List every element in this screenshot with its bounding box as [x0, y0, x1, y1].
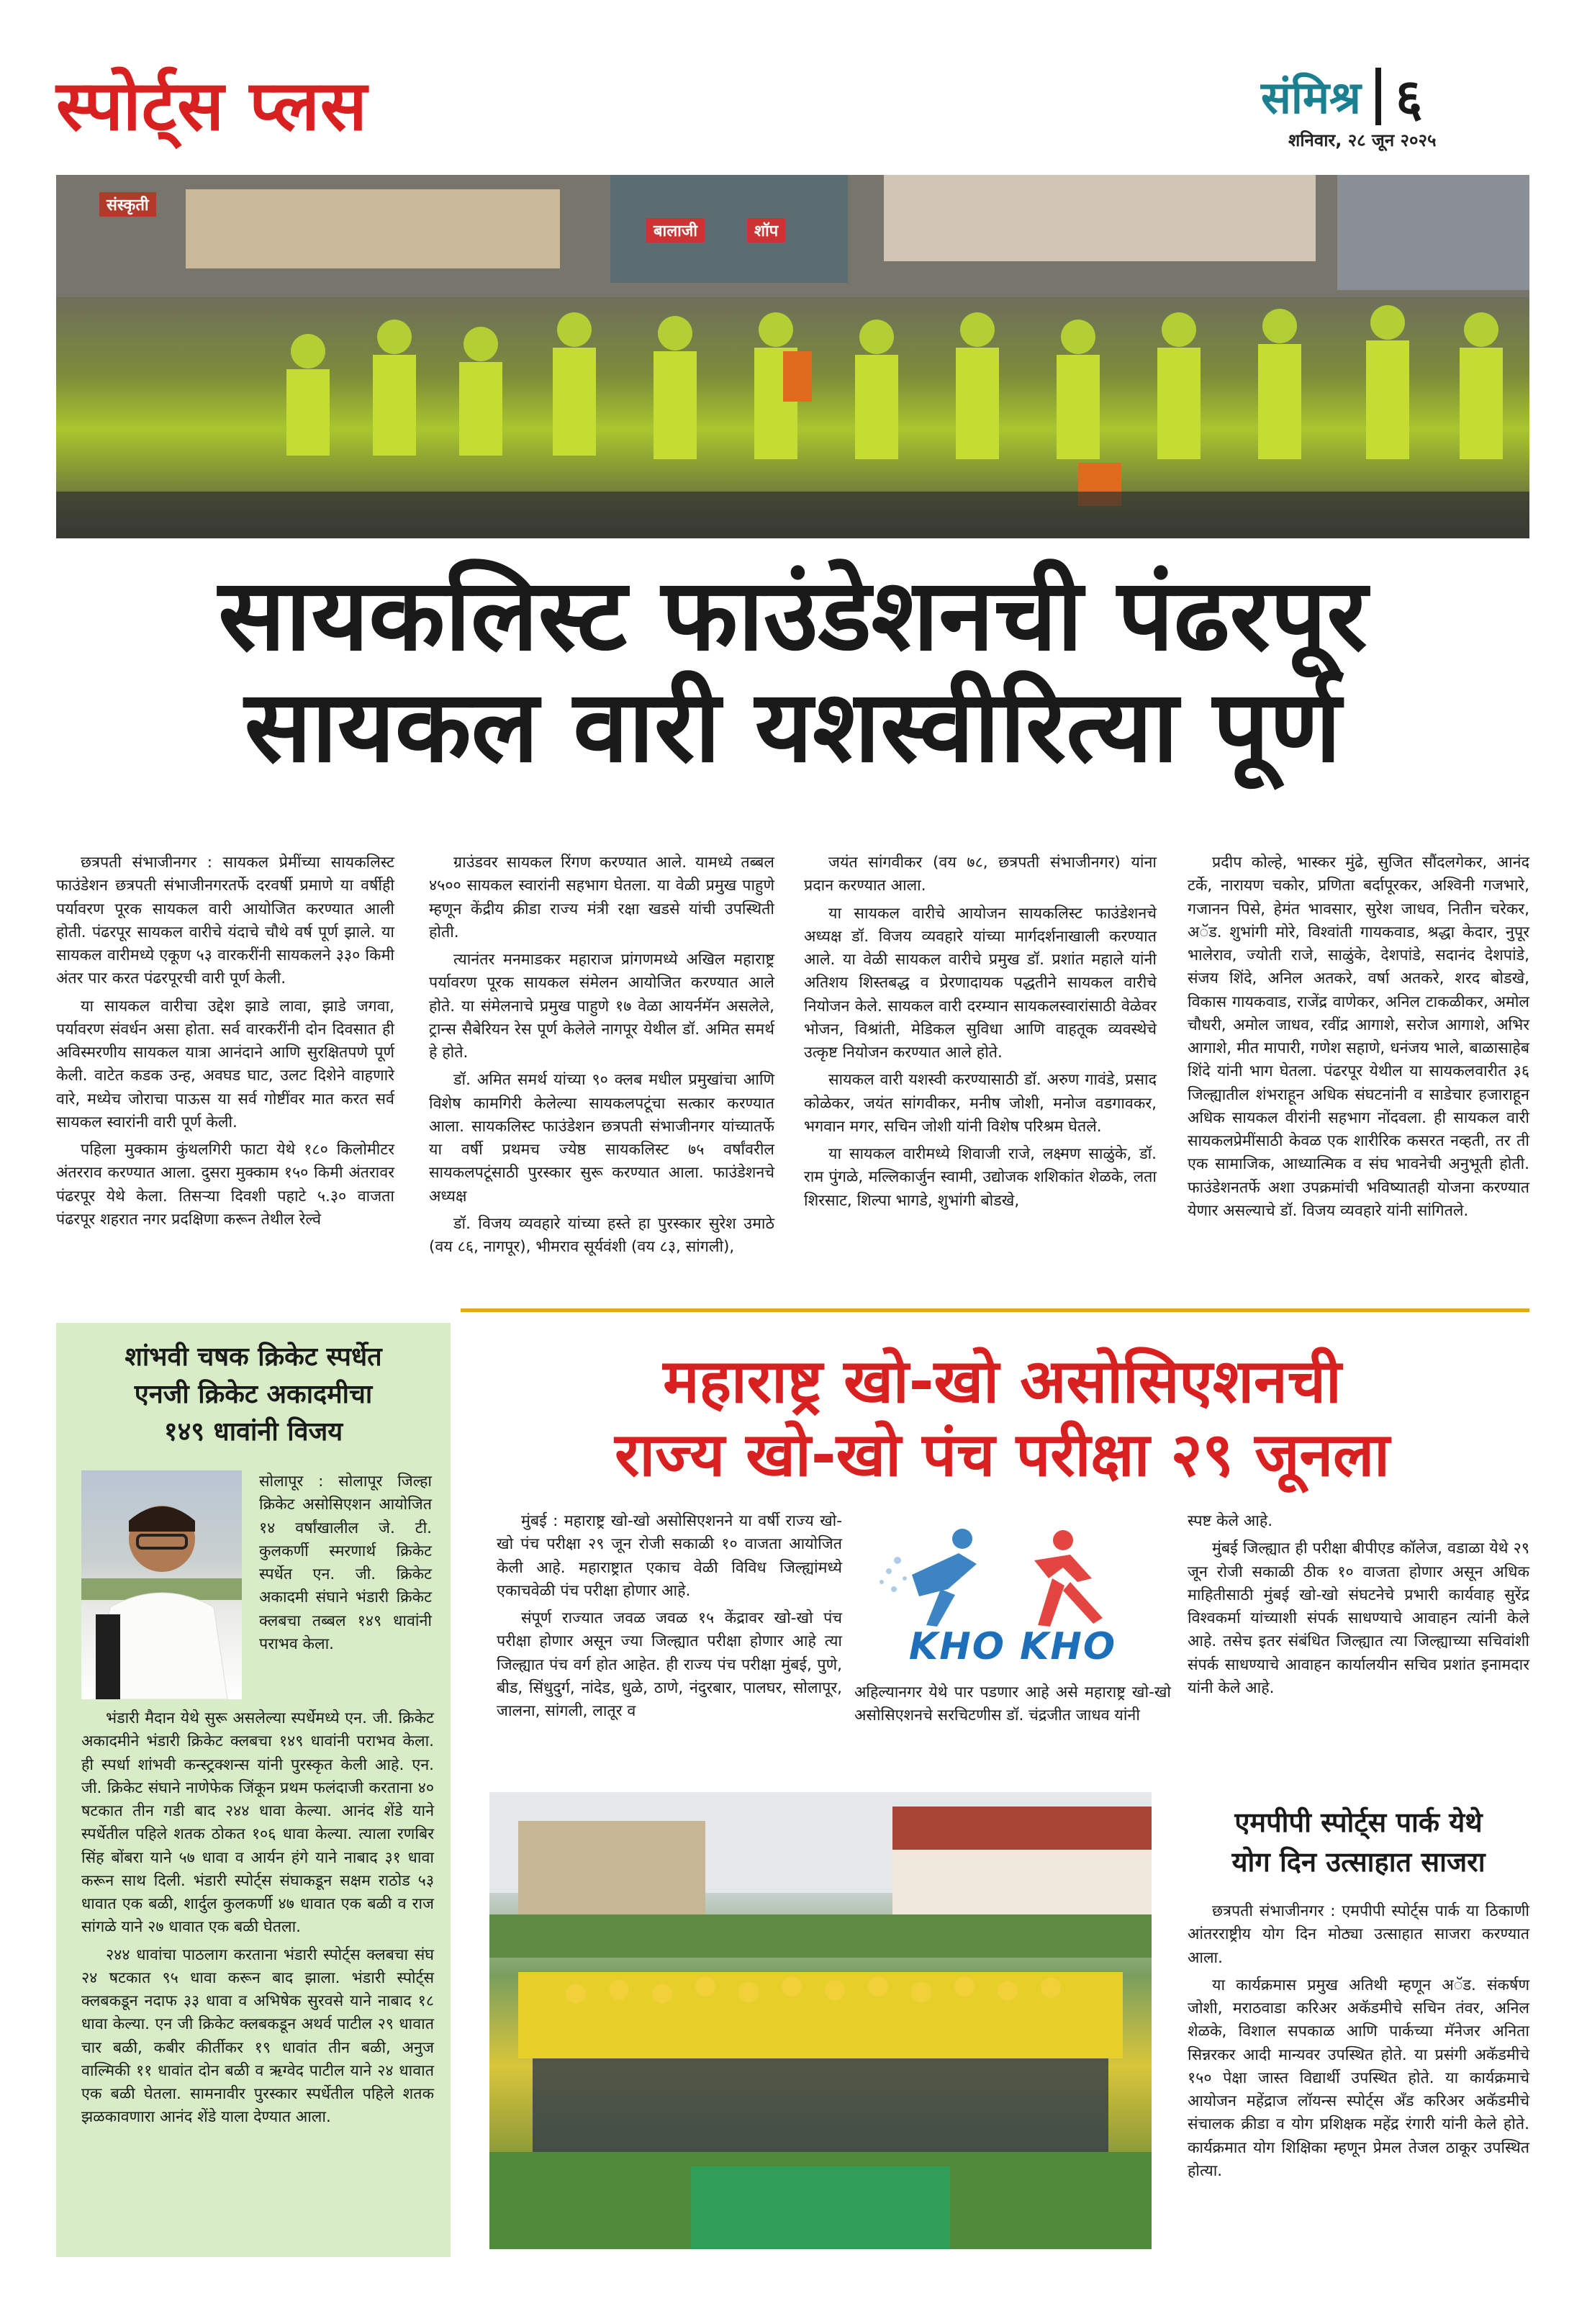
cricket-paragraph: भंडारी मैदान येथे सुरू असलेल्या स्पर्धेमध्ये एन. जी. क्रिकेट अकादमीने भंडारी क्रिकेट क्लबचा १४९ धावांनी पराभव केला. ही स्पर्धा शांभवी कन्स्ट्रक्शन्स यांनी पुरस्कृत केली आहे. एन. जी. क्रिकेट संघाने नाणेफेक जिंकून प्रथम फलंदाजी करताना ४० षटकात तीन गडी बाद २४४ धावा केल्या. आनंद शेंडे याने स्पर्धेतील पहिले शतक ठोकत १०६ धावा केल्या. त्याला रणबिर सिंह बोंबरा याने ५७ धावा व आर्यन हंगे याने नाबाद ३१ धावा करून साथ दिली. भंडारी स्पोर्ट्स संघाकडून सक्षम राठोड ५३ धावात एक बळी, शार्दुल कुलकर्णी ४७ धावात एक बळी व राज सांगळे याने २७ धावात एक बळी घेतला. [81, 1709, 434, 1937]
lead-paragraph: पहिला मुक्काम कुंथलगिरी फाटा येथे १८० किलोमीटर अंतरराव करण्यात आला. दुसरा मुक्काम १५० किमी अंतरावर पंढरपूर येथे केला. तिसऱ्या दिवशी पहाटे ५.३० वाजता पंढरपूर शहरात नगर प्रदक्षिणा करून तेथील रेल्वे [56, 1141, 394, 1229]
lead-paragraph: प्रदीप कोल्हे, भास्कर मुंढे, सुजित सौंदलगेकर, आनंद टर्के, नारायण चकोर, प्रणिता बर्दापूरकर, अश्विनी गजभारे, गजानन पिसे, हेमंत भावसार, सुरेश जाधव, नितीन चरेकर, अॅड. शुभांगी मोरे, विश्वांती गायकवाड, श्रद्धा केदार, नुपूर भालेराव, ज्योती राजे, साळुंके, देशपांडे, सदानंद देशपांडे, संजय शिंदे, अनिल अतकरे, वर्षा अतकरे, शरद बोडखे, विकास गायकवाड, राजेंद्र वाणेकर, अनिल टाकळीकर, अमोल चौधरी, अमोल जाधव, रवींद्र आगाशे, सरोज आगाशे, अभिर आगाशे, मीत मापारी, गणेश सहाणे, धनंजय भाले, बाळासाहेब शिंदे यांनी भाग घेतला. पंढरपूर येथील या सायकलवारीत ३६ जिल्ह्यातील शंभराहून अधिक संघटनांनी व साडेचार हजाराहून अधिक सायकल वीरांनी सहभाग नोंदवला. ही सायकल वारी सायकलप्रेमींसाठी केवळ एक शारीरिक कसरत नव्हती, तर ती एक सामाजिक, आध्यात्मिक व संघ भावनेची अनुभूती होती. फाउंडेशनतर्फे अशा उपक्रमांची भविष्यातही योजना करण्यात येणार असल्याचे डॉ. विजय व्यवहारे यांनी सांगितले. [1188, 854, 1529, 1220]
khokho-headline-line2: राज्य खो-खो पंच परीक्षा २९ जूनला [615, 1419, 1390, 1491]
page-number: ६ [1395, 68, 1423, 128]
section-divider [461, 1308, 1529, 1312]
khokho-logo-text: KHO KHO [908, 1625, 1117, 1668]
lead-paragraph: डॉ. अमित समर्थ यांच्या ९० क्लब मधील प्रमुखांचा आणि विशेष कामगिरी केलेल्या सायकलपटूंचा सत्कार करण्यात आला. सायकलिस्ट फाउंडेशन छत्रपती संभाजीनगर यांच्यातर्फे या वर्षी प्रथमच ज्येष्ठ सायकलिस्ट ७५ वर्षांवरील सायकलपटूंसाठी पुरस्कार सुरू करण्यात आला. फाउंडेशनचे अध्यक्ष [429, 1071, 774, 1206]
issue-date: शनिवार, २८ जून २०२५ [1288, 130, 1437, 150]
player-figure [81, 1470, 242, 1699]
section-title: स्पोर्ट्स प्लस [56, 65, 368, 146]
lead-headline-line1: सायकलिस्ट फाउंडेशनची पंढरपूर [218, 557, 1367, 673]
khokho-paragraph: मुंबई जिल्ह्यात ही परीक्षा बीपीएड कॉलेज, वडाळा येथे २९ जून रोजी सकाळी ठीक १० वाजता होणार असून अधिक माहितीसाठी मुंबई खो-खो संघटनेचे प्रभारी कार्यवाह सुरेंद्र विश्वकर्मा यांच्याशी संपर्क साधण्याचे आवाहन त्यांनी केले आहे. तसेच इतर संबंधित जिल्ह्यात त्या जिल्ह्याच्या सचिवांशी संपर्क साधण्याचे आवाहन कार्यालयीन सचिव प्रशांत इनामदार यांनी केले आहे. [1188, 1539, 1529, 1697]
khokho-paragraph: संपूर्ण राज्यात जवळ जवळ १५ केंद्रावर खो-खो पंच परीक्षा होणार असून ज्या जिल्ह्यात परीक्षा होणार आहे त्या जिल्ह्यात पंच वर्ग होत आहेत. ही राज्य पंच परीक्षा मुंबई, पुणे, बीड, सिंधुदुर्ग, नांदेड, धुळे, ठाणे, नंदुरबार, पालघर, सोलापूर, जालना, सांगली, लातूर व [497, 1609, 842, 1720]
lead-paragraph: जयंत सांगवीकर (वय ७८, छत्रपती संभाजीनगर) यांना प्रदान करण्यात आला. [804, 854, 1157, 895]
lead-photo-cyclists [56, 175, 1529, 538]
lead-paragraph: या सायकल वारीचा उद्देश झाडे लावा, झाडे जगवा, पर्यावरण संवर्धन असा होता. सर्व वारकरींनी दोन दिवसात ही अविस्मरणीय सायकल यात्रा आनंदाने आणि सुरक्षितपणे पूर्ण केली. वाटेत कडक उन्ह, अवघड घाट, उलट दिशेने वाहणारे वारे, मध्येच जोराचा पाऊस या सर्व गोष्टींवर मात करत सर्व सायकल स्वारांनी वारी पूर्ण केली. [56, 997, 394, 1131]
page-section: संमिश्र [1261, 71, 1361, 124]
lead-headline-line2: सायकल वारी यशस्वीरित्या पूर्ण [244, 668, 1342, 785]
lead-paragraph: त्यानंतर मनमाडकर महाराज प्रांगणमध्ये अखिल महाराष्ट्र पर्यावरण पूरक सायकल संमेलन आयोजित करण्यात आले होते. या संमेलनाचे प्रमुख पाहुणे १७ वेळा आयर्नमॅन असलेले, ट्रान्स सैबेरियन रेस पूर्ण केलेले नागपूर येथील डॉ. अमित समर्थ हे होते. [429, 951, 774, 1062]
khokho-headline [475, 1344, 1529, 1492]
yoga-day-group-photo [489, 1792, 1152, 2249]
lead-paragraph: डॉ. विजय व्यवहारे यांच्या हस्ते हा पुरस्कार सुरेश उमाठे (वय ८६, नागपूर), भीमराव सूर्यवंशी (वय ८३, सांगली), [429, 1214, 774, 1256]
khokho-paragraph: मुंबई : महाराष्ट्र खो-खो असोसिएशनने या वर्षी राज्य खो-खो पंच परीक्षा २९ जून रोजी सकाळी १० वाजता आयोजित केली आहे. महाराष्ट्रात एकाच वेळी विविध जिल्ह्यांमध्ये एकाचवेळी पंच परीक्षा होणार आहे. [497, 1512, 842, 1600]
yoga-headline-line: योग दिन उत्साहात साजरा [1231, 1846, 1486, 1878]
lead-photo-illustration [56, 175, 1529, 538]
lead-paragraph: ग्राउंडवर सायकल रिंगण करण्यात आले. यामध्ये तब्बल ४५०० सायकल स्वारांनी सहभाग घेतला. या वेळी प्रमुख पाहुणे म्हणून केंद्रीय क्रीडा राज्य मंत्री रक्षा खडसे यांची उपस्थिती होती. [429, 854, 774, 941]
page-section-label [1261, 61, 1422, 132]
lead-column-2 [429, 851, 774, 1263]
lead-paragraph: या सायकल वारीचे आयोजन सायकलिस्ट फाउंडेशनचे अध्यक्ष डॉ. विजय व्यवहारे यांच्या मार्गदर्शनाखाली करण्यात आले. या वेळी सायकल वारीचे प्रमुख डॉ. प्रशांत महाले यांनी अतिशय शिस्तबद्ध व प्रेरणादायक पद्धतीने सायकल वारीचे नियोजन केले. सायकल वारी दरम्यान सायकलस्वारांसाठी वेळेवर भोजन, विश्रांती, मेडिकल सुविधा आणि वाहतूक व्यवस्थेचे उत्कृष्ट नियोजन करण्यात आले होते. [804, 904, 1157, 1062]
yoga-photo-illustration [489, 1792, 1152, 2249]
lead-column-4 [1188, 851, 1529, 1227]
cricket-intro-text: सोलापूर : सोलापूर जिल्हा क्रिकेट असोसिएशन आयोजित १४ वर्षांखालील जे. टी. कुलकर्णी स्मरणार्थ क्रिकेट स्पर्धेत एन. जी. क्रिकेट अकादमी संघाने भंडारी क्रिकेट क्लबचा तब्बल १४९ धावांनी पराभव केला. [259, 1473, 432, 1653]
shop-sign-2: बालाजी [646, 218, 705, 243]
cricket-body [81, 1707, 434, 2134]
cricket-intro [259, 1470, 432, 1656]
khokho-column-2 [854, 1681, 1171, 1728]
lead-paragraph: छत्रपती संभाजीनगर : सायकल प्रेमींच्या सायकलिस्ट फाउंडेशन छत्रपती संभाजीनगरतर्फे दरवर्षी प्रमाणे या वर्षीही पर्यावरण पूरक सायकल वारी आयोजित करण्यात आली होती. पंढरपूर सायकल वारीचे यंदाचे चौथे वर्ष पूर्ण झाले. या सायकल वारीमध्ये एकूण ५३ वारकरींनी सायकलने ३३० किमी अंतर पार करत पंढरपूरची वारी पूर्ण केली. [56, 854, 394, 988]
lead-column-1 [56, 851, 394, 1236]
cricket-headline [56, 1339, 451, 1452]
yoga-headline-line: एमपीपी स्पोर्ट्स पार्क येथे [1234, 1807, 1483, 1838]
yoga-headline [1188, 1803, 1529, 1882]
yoga-paragraph: छत्रपती संभाजीनगर : एमपीपी स्पोर्ट्स पार्क या ठिकाणी आंतरराष्ट्रीय योग दिन मोठ्या उत्साहात साजरा करण्यात आला. [1188, 1902, 1529, 1967]
khokho-paragraph: स्पष्ट केले आहे. [1188, 1512, 1273, 1530]
yoga-paragraph: या कार्यक्रमास प्रमुख अतिथी म्हणून अॅड. संकर्षण जोशी, मराठवाडा करिअर अकॅडमीचे सचिन तंवर, अनिल शेळके, विशाल सपकाळ आणि पार्कच्या मॅनेजर अनिता सिन्नरकर आदी मान्यवर उपस्थित होते. या प्रसंगी अकॅडमीचे १५० पेक्षा जास्त विद्यार्थी उपस्थित होते. या कार्यक्रमाचे आयोजन महेंद्राज लॉयन्स स्पोर्ट्स अँड करिअर अकॅडमीचे संचालक क्रीडा व योग प्रशिक्षक महेंद्र रंगारी यांनी केले होते. कार्यक्रमात योग शिक्षिका म्हणून प्रेमल तेजल ठाकूर उपस्थित होत्या. [1188, 1976, 1529, 2180]
khokho-paragraph: अहिल्यानगर येथे पार पडणार आहे असे महाराष्ट्र खो-खो असोसिएशनचे सरचिटणीस डॉ. चंद्रजीत जाधव यांनी [854, 1683, 1171, 1725]
lead-paragraph: या सायकल वारीमध्ये शिवाजी राजे, लक्ष्मण साळुंके, डॉ. राम पुंगळे, मल्लिकार्जुन स्वामी, उद्योजक शशिकांत शेळके, लता शिरसाट, शिल्पा भागडे, शुभांगी बोडखे, [804, 1145, 1157, 1210]
lead-headline [56, 557, 1529, 785]
shop-sign-3: शॉप [747, 218, 785, 243]
cricket-player-photo [81, 1470, 242, 1699]
lead-paragraph: सायकल वारी यशस्वी करण्यासाठी डॉ. अरुण गावंडे, प्रसाद कोळेकर, जयंत सांगवीकर, मनीष जोशी, मनोज वडगावकर, भगवान मगर, सचिन जोशी यांनी विशेष परिश्रम घेतले. [804, 1071, 1157, 1136]
shop-sign-1: संस्कृती [99, 192, 156, 217]
cricket-paragraph: २४४ धावांचा पाठलाग करताना भंडारी स्पोर्ट्स क्लबचा संघ २४ षटकात ९५ धावा करून बाद झाला. भंडारी स्पोर्ट्स क्लबकडून नदाफ ३३ धावा व अभिषेक सुरवसे याने नाबाद १८ धावा केल्या. एन जी क्रिकेट क्लबकडून अथर्व पाटील २९ धावात चार बळी, कबीर कीर्तीकर १९ धावांत तीन बळी, अनुज वाल्मिकी ११ धावांत दोन बळी व ऋग्वेद पाटील याने २४ धावात एक बळी घेतला. सामनावीर पुरस्कार स्पर्धेतील पहिले शतक झळकावणारा आनंद शेंडे याला देण्यात आला. [81, 1945, 434, 2127]
cricket-headline-line: १४९ धावांनी विजय [163, 1417, 343, 1447]
cricket-headline-line: शांभवी चषक क्रिकेट स्पर्धेत [125, 1342, 382, 1372]
page-divider [1375, 68, 1381, 125]
khokho-column-3 [1188, 1510, 1529, 1704]
khokho-column-1 [497, 1510, 842, 1727]
yoga-body [1188, 1900, 1529, 2187]
khokho-logo [854, 1510, 1171, 1673]
cricket-headline-line: एनजी क्रिकेट अकादमीचा [134, 1380, 373, 1410]
khokho-headline-line1: महाराष्ट्र खो-खो असोसिएशनची [663, 1346, 1342, 1416]
lead-column-3 [804, 851, 1157, 1217]
